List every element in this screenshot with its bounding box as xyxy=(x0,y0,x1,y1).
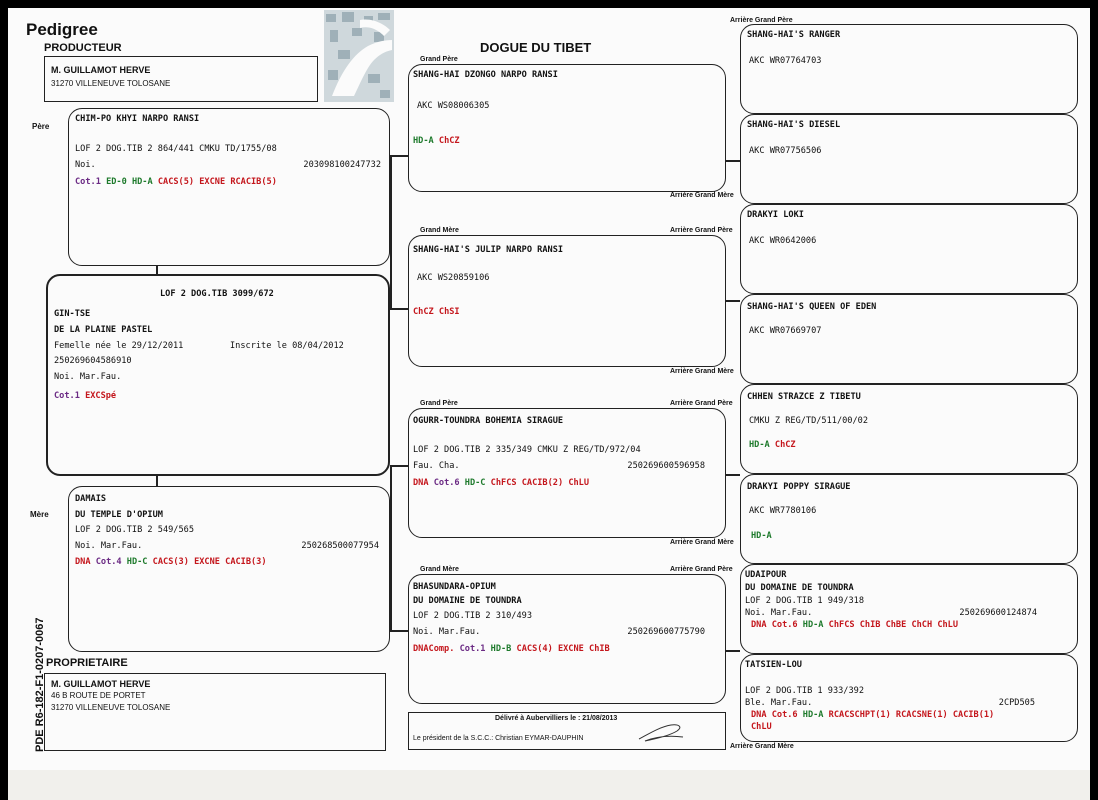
title-dna: DNA xyxy=(413,478,429,488)
title-hd: HD-A xyxy=(131,177,153,187)
producteur-box xyxy=(44,56,318,102)
title-hd: HD-A xyxy=(413,136,434,146)
ancestor-box-4 xyxy=(740,294,1078,384)
title-cot: Cot.6 xyxy=(771,620,798,630)
arriere-grand-mere-label: Arrière Grand Mère xyxy=(670,368,734,375)
ancestor-2-registration: AKC WR07756506 xyxy=(749,146,822,156)
producteur-label: PRODUCTEUR xyxy=(44,42,122,54)
ancestor-5-registration: CMKU Z REG/TD/511/00/02 xyxy=(749,416,868,426)
delivery-date: Délivré à Aubervilliers le : 21/08/2013 xyxy=(495,715,618,722)
mere-chip: 250268500077954 xyxy=(301,541,379,551)
proprietaire-label: PROPRIETAIRE xyxy=(46,657,128,669)
ancestor-box-2 xyxy=(740,114,1078,204)
title-chlu: ChLU xyxy=(568,478,590,488)
ancestor-3-registration: AKC WR0642006 xyxy=(749,236,817,246)
gm2-chip: 250269600775790 xyxy=(627,627,705,637)
ancestor-8-chip: 2CPD505 xyxy=(998,698,1035,708)
title-championships: ChFCS ChIB ChBE ChCH ChLU xyxy=(828,620,959,630)
ancestor-2-name: SHANG-HAI'S DIESEL xyxy=(747,120,841,130)
connector-line xyxy=(390,465,392,630)
ancestor-1-registration: AKC WR07764703 xyxy=(749,56,822,66)
gm2-titles xyxy=(413,643,610,655)
title-cot: Cot.6 xyxy=(433,478,460,488)
document-title: Pedigree xyxy=(26,20,98,39)
proprietaire-address: 46 B ROUTE DE PORTET xyxy=(51,691,146,700)
gp2-name: OGURR-TOUNDRA BOHEMIA SIRAGUE xyxy=(413,416,564,426)
ancestor-box-5 xyxy=(740,384,1078,474)
gp2-chip: 250269600596958 xyxy=(627,461,705,471)
title-hd: HD-B xyxy=(490,644,512,654)
ancestor-box-3 xyxy=(740,204,1078,294)
dog-box xyxy=(46,274,390,476)
dog-chip: 250269604586910 xyxy=(54,356,132,366)
gp2-color: Fau. Cha. xyxy=(413,461,460,471)
title-hd: HD-A xyxy=(749,440,770,450)
producteur-address: 31270 VILLENEUVE TOLOSANE xyxy=(51,79,171,88)
gp1-registration: AKC WS08006305 xyxy=(417,101,490,111)
title-cacs: CACS(5) xyxy=(157,177,195,187)
proprietaire-name: M. GUILLAMOT HERVE xyxy=(51,679,151,689)
signature-mark xyxy=(637,721,687,745)
title-cacib: CACIB(3) xyxy=(225,557,267,567)
president-name: Le président de la S.C.C.: Christian EYMAR-DAUPHIN xyxy=(413,735,584,742)
dog-titles xyxy=(54,390,116,402)
connector-line xyxy=(390,465,410,467)
mere-name: DAMAIS xyxy=(75,494,107,504)
ancestor-7-name: UDAIPOUR xyxy=(745,570,787,580)
title-rcacs: RCACSCHPT(1) RCACSNE(1) CACIB(1) xyxy=(828,710,995,720)
connector-line xyxy=(726,300,740,302)
dog-lof: LOF 2 DOG.TIB 3099/672 xyxy=(160,289,274,299)
arriere-grand-pere-label: Arrière Grand Père xyxy=(670,566,733,573)
grand-pere-label: Grand Père xyxy=(420,400,458,407)
grand-mere-maternal-box xyxy=(408,574,726,704)
gp1-titles xyxy=(413,135,460,147)
connector-line xyxy=(390,155,392,310)
title-cacs: CACS(4) xyxy=(516,644,553,654)
pere-chip: 203098100247732 xyxy=(303,160,381,170)
pere-box xyxy=(68,108,390,266)
dog-registered: Inscrite le 08/04/2012 xyxy=(230,341,344,351)
ancestor-8-registration: LOF 2 DOG.TIB 1 933/392 xyxy=(745,686,864,696)
ancestor-5-name: CHHEN STRAZCE Z TIBETU xyxy=(747,392,861,402)
producteur-name: M. GUILLAMOT HERVE xyxy=(51,65,151,75)
title-cot: Cot.1 xyxy=(459,644,486,654)
ancestor-4-name: SHANG-HAI'S QUEEN OF EDEN xyxy=(747,302,877,312)
title-cot: Cot.6 xyxy=(771,710,798,720)
pere-registration: LOF 2 DOG.TIB 2 864/441 CMKU TD/1755/08 xyxy=(75,144,277,154)
scan-margin xyxy=(8,770,1090,800)
title-hd: HD-C xyxy=(126,557,148,567)
gm2-kennel: DU DOMAINE DE TOUNDRA xyxy=(413,596,522,606)
title-cacib: CACIB(2) xyxy=(521,478,564,488)
title-hd: HD-A xyxy=(802,710,824,720)
title-chfcs: ChFCS xyxy=(490,478,517,488)
proprietaire-city: 31270 VILLENEUVE TOLOSANE xyxy=(51,703,171,712)
connector-line xyxy=(726,160,740,162)
pere-titles xyxy=(75,176,277,188)
title-dna: DNA xyxy=(751,710,767,720)
arriere-grand-pere-label: Arrière Grand Père xyxy=(670,227,733,234)
title-excne: EXCNE xyxy=(194,557,220,567)
mere-kennel: DU TEMPLE D'OPIUM xyxy=(75,510,163,520)
breed-title: DOGUE DU TIBET xyxy=(480,40,592,55)
gm2-color: Noi. Mar.Fau. xyxy=(413,627,481,637)
gm1-titles xyxy=(413,306,460,318)
ancestor-4-registration: AKC WR07669707 xyxy=(749,326,822,336)
connector-line xyxy=(390,308,410,310)
mere-registration: LOF 2 DOG.TIB 2 549/565 xyxy=(75,525,194,535)
ancestor-6-titles: HD-A xyxy=(751,531,772,541)
ancestor-box-1 xyxy=(740,24,1078,114)
dog-color: Noi. Mar.Fau. xyxy=(54,372,122,382)
arriere-grand-pere-label: Arrière Grand Père xyxy=(730,17,793,24)
title-cacs: CACS(3) xyxy=(152,557,189,567)
title-cot: Cot.1 xyxy=(75,177,101,187)
ancestor-7-color: Noi. Mar.Fau. xyxy=(745,608,813,618)
connector-line xyxy=(726,650,740,652)
grand-mere-label: Grand Mère xyxy=(420,566,459,573)
scc-logo xyxy=(324,10,394,102)
ancestor-box-6 xyxy=(740,474,1078,564)
mere-box xyxy=(68,486,390,652)
dog-name: GIN-TSE xyxy=(54,309,91,319)
ancestor-8-titles xyxy=(751,709,994,721)
ancestor-6-name: DRAKYI POPPY SIRAGUE xyxy=(747,482,851,492)
title-rcacib: RCACIB(5) xyxy=(230,177,277,187)
pere-color: Noi. xyxy=(75,160,96,170)
title-chcz: ChCZ xyxy=(413,307,434,317)
title-dna: DNAComp. xyxy=(413,644,455,654)
proprietaire-box xyxy=(44,673,386,751)
mere-titles xyxy=(75,556,267,568)
title-hd: HD-C xyxy=(464,478,486,488)
gm1-registration: AKC WS20859106 xyxy=(417,273,490,283)
signature-box xyxy=(408,712,726,750)
pere-label: Père xyxy=(32,122,50,131)
ancestor-8-name: TATSIEN-LOU xyxy=(745,660,802,670)
ancestor-box-8 xyxy=(740,654,1078,742)
grand-pere-paternal-box xyxy=(408,64,726,192)
gm1-name: SHANG-HAI'S JULIP NARPO RANSI xyxy=(413,245,564,255)
arriere-grand-mere-label: Arrière Grand Mère xyxy=(670,192,734,199)
title-cot: Cot.4 xyxy=(95,557,122,567)
title-chcz: ChCZ xyxy=(774,440,796,450)
grand-mere-label: Grand Mère xyxy=(420,227,459,234)
arriere-grand-pere-label: Arrière Grand Père xyxy=(670,400,733,407)
ancestor-7-chip: 250269600124874 xyxy=(959,608,1037,618)
title-dna: DNA xyxy=(751,620,767,630)
title-dna: DNA xyxy=(75,557,91,567)
ancestor-box-7 xyxy=(740,564,1078,654)
ancestor-3-name: DRAKYI LOKI xyxy=(747,210,804,220)
gp2-registration: LOF 2 DOG.TIB 2 335/349 CMKU Z REG/TD/972/04 xyxy=(413,445,641,455)
gm2-registration: LOF 2 DOG.TIB 2 310/493 xyxy=(413,611,532,621)
connector-line xyxy=(390,630,410,632)
ancestor-5-titles xyxy=(749,439,796,451)
dog-kennel: DE LA PLAINE PASTEL xyxy=(54,325,153,335)
grand-pere-maternal-box xyxy=(408,408,726,538)
ancestor-8-titles-2: ChLU xyxy=(751,722,772,732)
ancestor-1-name: SHANG-HAI'S RANGER xyxy=(747,30,841,40)
certificate-code: PDE R6-182-F1-0207-0067 xyxy=(34,617,46,752)
title-excne: EXCNE xyxy=(557,644,584,654)
title-chsi: ChSI xyxy=(438,307,460,317)
dog-birth: Femelle née le 29/12/2011 xyxy=(54,341,184,351)
title-chib: ChIB xyxy=(589,644,610,654)
gp1-name: SHANG-HAI DZONGO NARPO RANSI xyxy=(413,70,558,80)
gp2-titles xyxy=(413,477,589,489)
connector-line xyxy=(390,155,410,157)
ancestor-7-titles xyxy=(751,619,958,631)
arriere-grand-mere-label: Arrière Grand Mère xyxy=(670,539,734,546)
title-exc: EXCSpé xyxy=(85,391,117,401)
grand-pere-label: Grand Père xyxy=(420,56,458,63)
grand-mere-paternal-box xyxy=(408,235,726,367)
connector-line xyxy=(726,474,740,476)
title-hd: HD-A xyxy=(802,620,824,630)
title-excne: EXCNE xyxy=(199,177,226,187)
ancestor-7-registration: LOF 2 DOG.TIB 1 949/318 xyxy=(745,596,864,606)
ancestor-7-kennel: DU DOMAINE DE TOUNDRA xyxy=(745,583,854,593)
mere-color: Noi. Mar.Fau. xyxy=(75,541,143,551)
gm2-name: BHASUNDARA-OPIUM xyxy=(413,582,496,592)
pere-name: CHIM-PO KHYI NARPO RANSI xyxy=(75,114,200,124)
title-cot: Cot.1 xyxy=(54,391,80,401)
arriere-grand-mere-label: Arrière Grand Mère xyxy=(730,743,794,750)
title-chcz: ChCZ xyxy=(438,136,460,146)
title-ed: ED-0 xyxy=(106,177,127,187)
ancestor-6-registration: AKC WR7780106 xyxy=(749,506,817,516)
mere-label: Mère xyxy=(30,510,49,519)
ancestor-8-color: Ble. Mar.Fau. xyxy=(745,698,813,708)
